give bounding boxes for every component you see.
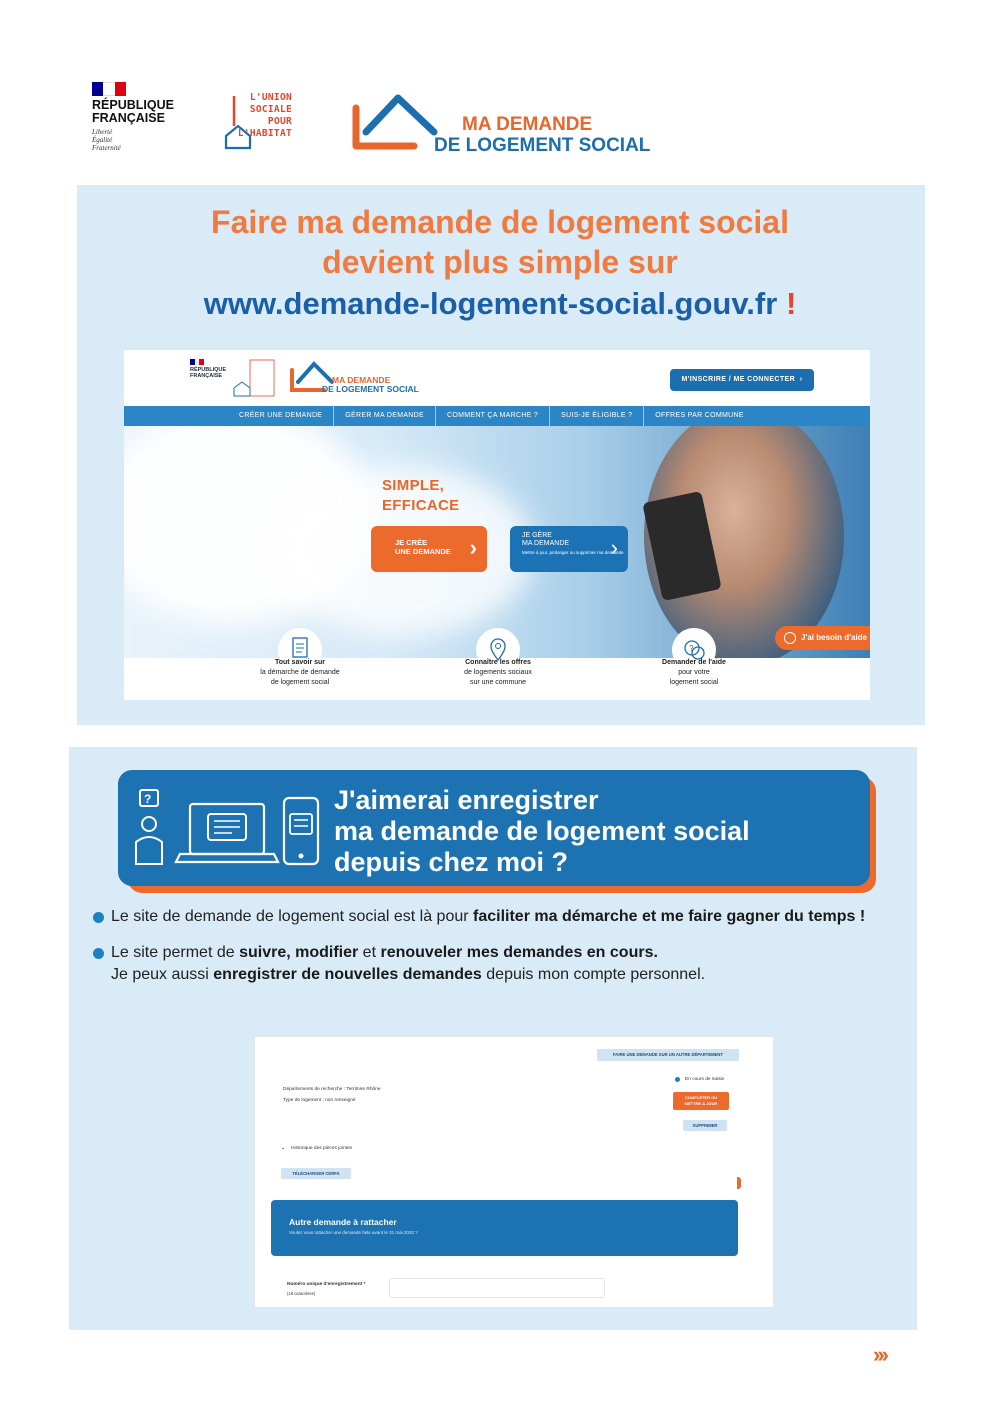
feature-1-line2: la démarche de demande — [260, 669, 340, 676]
accent-mark — [737, 1177, 741, 1189]
attach-subtitle: Voulez vous rattacher une demande faite avant le 31 mai 2020 ? — [289, 1230, 418, 1235]
complete-button[interactable] — [673, 1092, 729, 1110]
nav-item-manage[interactable]: GÉRER MA DEMANDE — [334, 406, 436, 426]
house-logo-icon — [348, 90, 438, 160]
hero-title-line1: SIMPLE, — [382, 477, 445, 494]
bullet-1-bold: faciliter ma démarche et me faire gagner du temps ! — [473, 908, 866, 925]
feature-3-line3: logement social — [669, 679, 719, 686]
download-cerfa-button[interactable]: TÉLÉCHARGER CERFA — [281, 1168, 351, 1179]
bullet-1-plain: Le site de demande de logement social est là pour — [111, 908, 474, 925]
headline-bang: ! — [785, 286, 797, 321]
bullet-2 — [93, 942, 883, 986]
help-button[interactable]: J'ai besoin d'aide — [775, 626, 870, 650]
bullet-2-plain4: depuis mon compte personnel. — [481, 966, 706, 983]
attach-request-box — [271, 1200, 738, 1256]
hero-title-line2: EFFICACE — [382, 497, 460, 514]
devices-icon — [132, 784, 332, 884]
chevron-right-icon: › — [469, 535, 477, 560]
cta-manage-line2: MA DEMANDE — [522, 540, 570, 547]
complete-button-line2: METTRE À JOUR — [684, 1101, 718, 1106]
chat-help-icon — [784, 632, 796, 644]
ush-line3: POUR — [267, 116, 292, 127]
mdls-line2: DE LOGEMENT SOCIAL — [434, 135, 651, 156]
bullet-dot-icon — [93, 948, 104, 959]
feature-2-line2: de logements sociaux — [464, 669, 532, 676]
feature-2-title: Connaître les offres — [465, 659, 531, 666]
banner-line3: depuis chez moi ? — [334, 847, 569, 877]
hero-banner — [124, 426, 870, 658]
site-flag-icon — [190, 359, 204, 365]
feature-2-line3: sur une commune — [469, 679, 527, 686]
marianne-flag-icon — [92, 82, 126, 96]
bullet-1 — [93, 906, 883, 928]
nav-item-offers[interactable]: OFFRES PAR COMMUNE — [655, 412, 744, 419]
ush-line4: L'HABITAT — [237, 128, 292, 139]
login-button[interactable] — [670, 369, 814, 391]
chevron-down-icon[interactable]: ⌄ — [281, 1145, 286, 1151]
unique-number-hint: (18 caractères) — [287, 1291, 316, 1296]
cta-manage-sub: Mettre à jour, prolonger ou supprimer ma demande — [522, 550, 624, 555]
chevron-right-icon: › — [797, 376, 803, 383]
attachments-history[interactable]: Historique des pièces jointes — [291, 1146, 353, 1151]
bullet-2-bold2: renouveler mes demandes en cours. — [380, 944, 658, 961]
website-screenshot — [124, 350, 870, 700]
headline — [0, 202, 1000, 326]
feature-3-title: Demander de l'aide — [662, 659, 726, 666]
next-page-arrows[interactable]: ››› — [873, 1342, 886, 1367]
cta-create-line1: JE CRÉE — [395, 538, 428, 547]
bullet-2-bold1: suivre, modifier — [239, 944, 359, 961]
svg-text:?: ? — [144, 792, 152, 806]
unique-number-label: Numéro unique d'enregistrement * — [287, 1282, 366, 1287]
feature-3-line2: pour votre — [678, 669, 710, 676]
bullet-2-bold3: enregistrer de nouvelles demandes — [213, 966, 482, 983]
status-dot-icon — [675, 1077, 680, 1082]
rf-motto-3: Fraternité — [92, 144, 121, 152]
housing-type-line: Type de logement : non renseigné — [283, 1098, 356, 1103]
nav-item-eligible[interactable]: SUIS-JE ÉLIGIBLE ? — [550, 406, 644, 426]
union-sociale-habitat-logo — [222, 92, 292, 150]
site-logo-line2: DE LOGEMENT SOCIAL — [322, 384, 419, 394]
manage-request-button[interactable] — [510, 526, 628, 572]
site-header — [124, 350, 870, 406]
site-logo-line1: MA DEMANDE — [332, 375, 391, 385]
feature-1-title: Tout savoir sur — [274, 659, 326, 666]
banner-line2: ma demande de logement social — [334, 816, 750, 846]
chevron-right-icon: › — [610, 535, 618, 560]
nav-item-how[interactable]: COMMENT ÇA MARCHE ? — [436, 406, 550, 426]
unique-number-input[interactable] — [389, 1278, 605, 1298]
cta-manage-line1: JE GÈRE — [522, 532, 552, 539]
feature-help[interactable] — [584, 658, 804, 688]
department-line: Départements de recherche : Territoire Rhône — [283, 1087, 381, 1092]
ma-demande-logo — [348, 90, 658, 160]
rf-title-line1: RÉPUBLIQUE — [92, 98, 174, 112]
mdls-line1: MA DEMANDE — [462, 114, 593, 135]
bullet-2-plain3: Je peux aussi — [111, 966, 214, 983]
nav-item-create[interactable]: CRÉER UNE DEMANDE — [228, 406, 334, 426]
bullet-2-plain2: et — [358, 944, 381, 961]
bullet-dot-icon — [93, 912, 104, 923]
feature-1-line3: de logement social — [270, 679, 330, 686]
cta-create-line2: UNE DEMANDE — [395, 547, 451, 556]
site-navigation — [124, 406, 870, 426]
svg-text:?: ? — [689, 644, 694, 653]
bullet-2-plain1: Le site permet de — [111, 944, 240, 961]
headline-url[interactable]: www.demande-logement-social.gouv.fr — [203, 286, 778, 321]
status-text: En cours de saisie — [685, 1077, 725, 1082]
ush-line1: L'UNION — [249, 92, 292, 103]
republique-francaise-logo — [92, 82, 202, 152]
banner-line1: J'aimerai enregistrer — [334, 785, 599, 815]
site-rf-text: RÉPUBLIQUE FRANÇAISE — [190, 367, 227, 379]
other-department-button[interactable]: FAIRE UNE DEMANDE SUR UN AUTRE DÉPARTEMENT — [597, 1049, 739, 1061]
rf-title-line2: FRANÇAISE — [92, 111, 165, 125]
delete-button[interactable]: SUPPRIMER — [683, 1120, 727, 1131]
feature-offers[interactable] — [388, 658, 608, 688]
bullet-list — [93, 906, 883, 1000]
login-button-label: M'INSCRIRE / ME CONNECTER — [681, 376, 796, 383]
rf-motto-1: Liberté — [92, 128, 113, 136]
create-request-button[interactable] — [371, 526, 487, 572]
feature-procedure[interactable] — [190, 658, 410, 688]
account-screenshot — [254, 1036, 774, 1308]
headline-line2: devient plus simple sur — [322, 244, 678, 280]
banner-question — [334, 785, 750, 878]
headline-line1: Faire ma demande de logement social — [211, 204, 789, 240]
attach-title: Autre demande à rattacher — [289, 1217, 397, 1227]
rf-motto-2: Égalité — [92, 136, 113, 144]
complete-button-line1: COMPLÉTER OU — [684, 1095, 718, 1100]
ush-line2: SOCIALE — [249, 104, 292, 115]
